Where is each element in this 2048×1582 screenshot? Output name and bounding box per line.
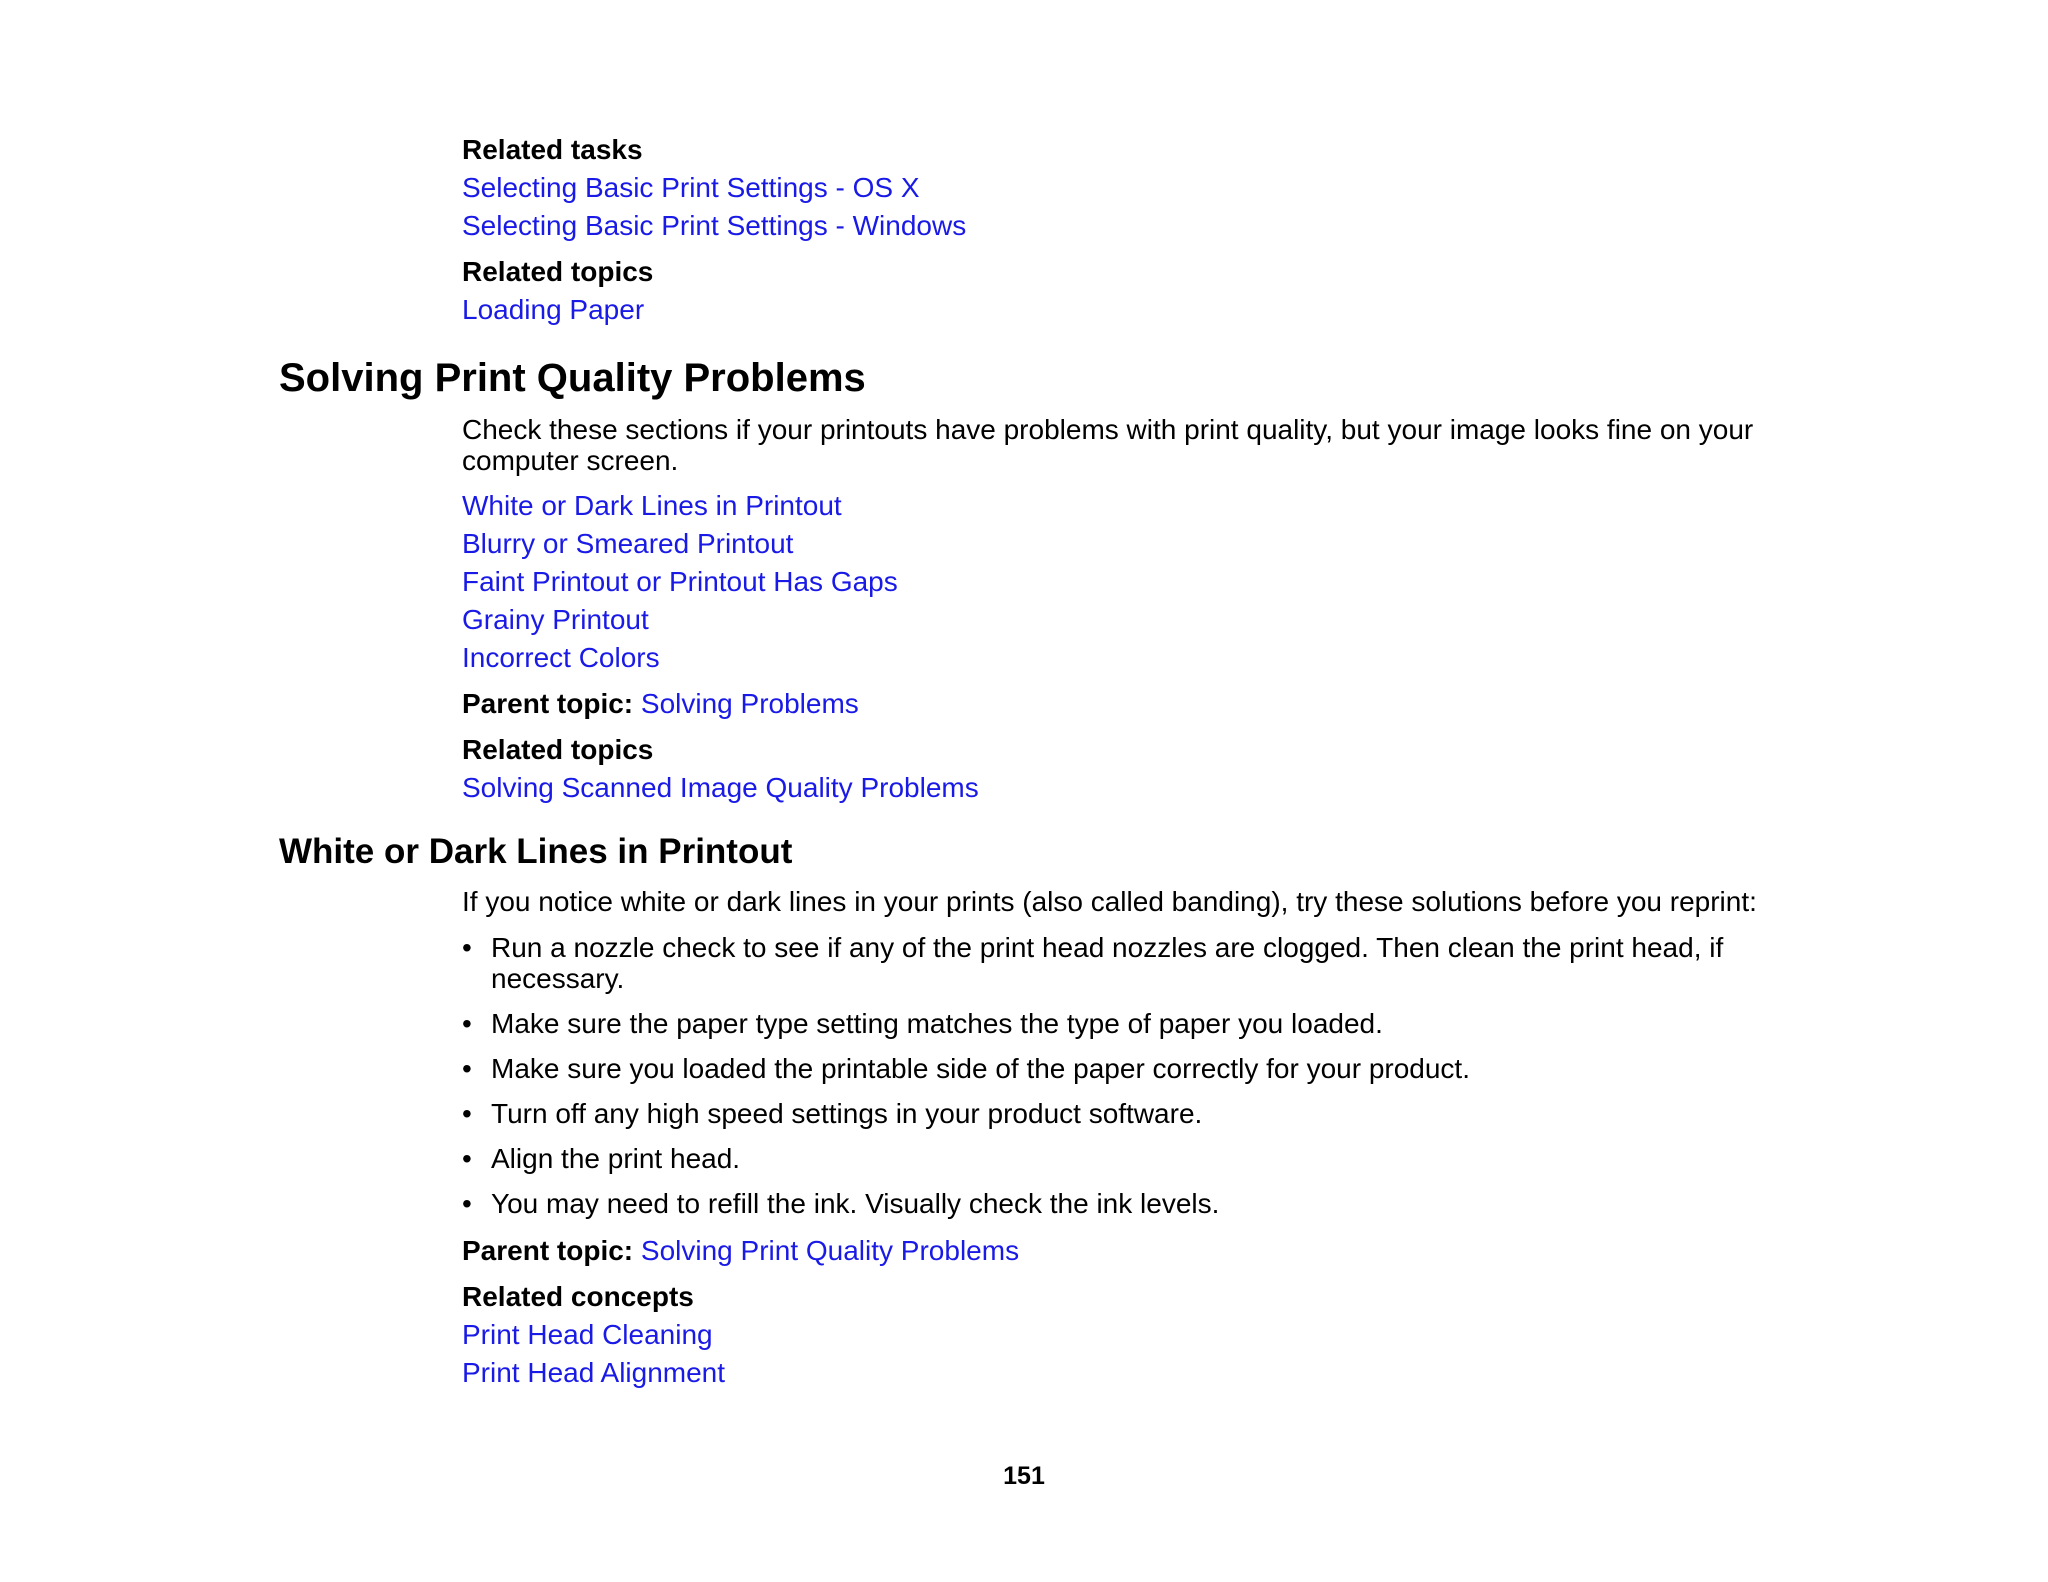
list-item — [462, 1188, 1782, 1219]
link-print-head-alignment[interactable]: Print Head Alignment — [462, 1357, 726, 1388]
bullet-icon: • — [462, 1053, 472, 1084]
link-white-dark-lines[interactable]: White or Dark Lines in Printout — [462, 490, 842, 521]
bullet-icon: • — [462, 1143, 472, 1174]
link-solving-problems[interactable]: Solving Problems — [640, 688, 859, 719]
list-item-text: You may need to refill the ink. Visually check the ink levels. — [491, 1188, 1220, 1219]
section-title-white-dark-lines: White or Dark Lines in Printout — [279, 832, 793, 871]
parent-topic-line-2 — [462, 1235, 1019, 1267]
link-solving-print-quality-problems[interactable]: Solving Print Quality Problems — [640, 1235, 1020, 1266]
link-faint-printout[interactable]: Faint Printout or Printout Has Gaps — [462, 566, 898, 597]
bullet-icon: • — [462, 932, 472, 963]
link-basic-print-settings-windows[interactable]: Selecting Basic Print Settings - Windows — [462, 210, 967, 241]
list-item — [462, 932, 1782, 994]
list-item — [462, 1098, 1782, 1129]
parent-topic-label: Parent topic: — [462, 688, 641, 719]
parent-topic-line-1 — [462, 688, 859, 720]
list-item-text: Make sure the paper type setting matches the type of paper you loaded. — [491, 1008, 1383, 1039]
link-basic-print-settings-osx[interactable]: Selecting Basic Print Settings - OS X — [462, 172, 920, 203]
list-item-text: Run a nozzle check to see if any of the print head nozzles are clogged. Then clean the print head, if necessary. — [491, 932, 1724, 994]
related-topics-label: Related topics — [462, 256, 654, 287]
related-tasks-label: Related tasks — [462, 134, 643, 165]
list-item-text: Align the print head. — [491, 1143, 741, 1174]
link-grainy-printout[interactable]: Grainy Printout — [462, 604, 649, 635]
bullet-icon: • — [462, 1188, 472, 1219]
bullet-icon: • — [462, 1008, 472, 1039]
solutions-list — [462, 932, 1782, 1233]
page-number: 151 — [1003, 1462, 1045, 1490]
section-intro-print-quality: Check these sections if your printouts have problems with print quality, but your image looks fine on your computer screen. — [462, 414, 1754, 476]
link-incorrect-colors[interactable]: Incorrect Colors — [462, 642, 660, 673]
related-concepts-label: Related concepts — [462, 1281, 694, 1312]
link-scanned-image-quality[interactable]: Solving Scanned Image Quality Problems — [462, 772, 979, 803]
bullet-icon: • — [462, 1098, 472, 1129]
related-topics-label-2: Related topics — [462, 734, 654, 765]
section-title-print-quality: Solving Print Quality Problems — [279, 356, 866, 400]
link-print-head-cleaning[interactable]: Print Head Cleaning — [462, 1319, 713, 1350]
link-loading-paper[interactable]: Loading Paper — [462, 294, 645, 325]
list-item — [462, 1008, 1782, 1039]
section-intro-white-dark-lines: If you notice white or dark lines in your prints (also called banding), try these solutions before you reprint: — [462, 886, 1757, 917]
link-blurry-smeared[interactable]: Blurry or Smeared Printout — [462, 528, 794, 559]
list-item-text: Turn off any high speed settings in your product software. — [491, 1098, 1203, 1129]
parent-topic-label: Parent topic: — [462, 1235, 641, 1266]
list-item-text: Make sure you loaded the printable side of the paper correctly for your product. — [491, 1053, 1470, 1084]
list-item — [462, 1143, 1782, 1174]
list-item — [462, 1053, 1782, 1084]
